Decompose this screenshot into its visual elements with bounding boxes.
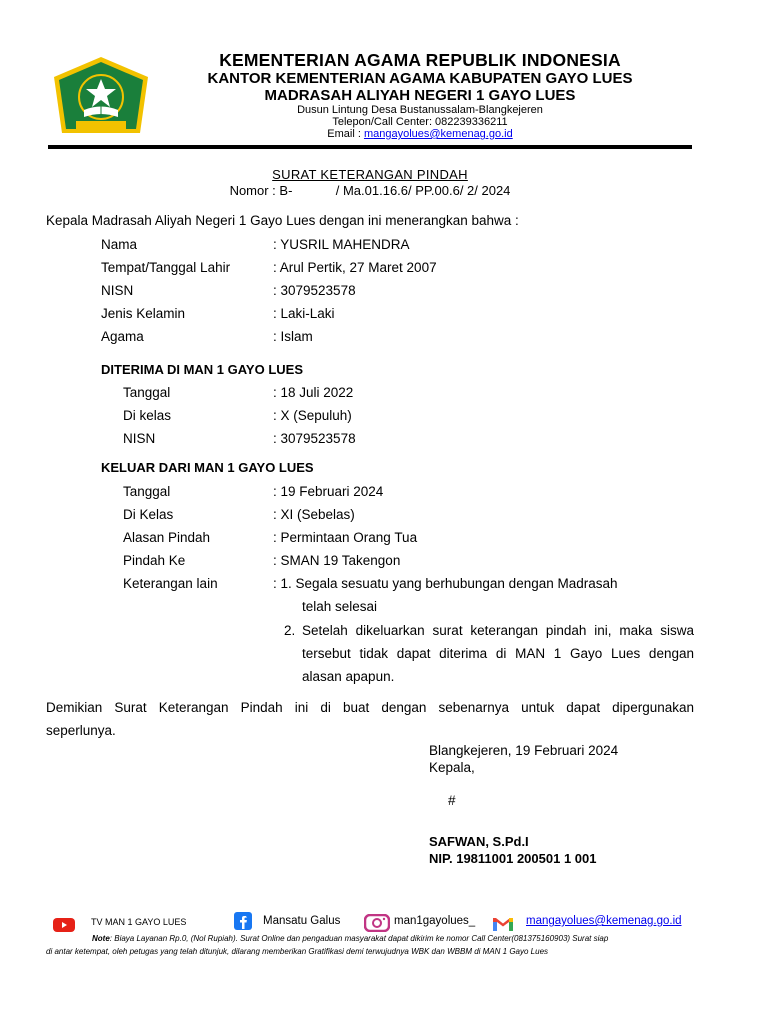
keterangan-2-line2: tersebut tidak dapat diterima di MAN 1 Gayo Lues dengan — [302, 646, 694, 661]
closing-line1: Demikian Surat Keterangan Pindah ini di buat dengan sebenarnya untuk dapat dipergunakan — [46, 700, 694, 715]
label-gender: Jenis Kelamin — [101, 306, 186, 321]
keterangan-1-continued: telah selesai — [302, 599, 378, 614]
school-phone: Telepon/Call Center: 082239336211 — [332, 116, 508, 128]
keterangan-2-number: 2. — [284, 623, 296, 638]
label-diterima-kelas: Di kelas — [123, 408, 172, 423]
value-diterima-kelas: : X (Sepuluh) — [273, 408, 352, 423]
section-diterima-heading: DITERIMA DI MAN 1 GAYO LUES — [101, 362, 304, 377]
email-label: Email : — [327, 128, 364, 140]
value-ttl: : Arul Pertik, 27 Maret 2007 — [273, 260, 437, 275]
signature-place-date: Blangkejeren, 19 Februari 2024 — [429, 743, 619, 758]
gmail-icon — [492, 916, 514, 932]
school-address: Dusun Lintung Desa Bustanussalam-Blangkejeren — [297, 104, 543, 116]
ministry-title: KEMENTERIAN AGAMA REPUBLIK INDONESIA — [219, 50, 621, 70]
school-title: MADRASAH ALIYAH NEGERI 1 GAYO LUES — [264, 87, 576, 104]
signature-position: Kepala, — [429, 760, 475, 775]
signatory-nip: NIP. 19811001 200501 1 001 — [429, 851, 597, 866]
footer-note-line1 — [92, 934, 608, 943]
closing-paragraph — [46, 696, 694, 742]
note-label: Note — [92, 934, 110, 943]
value-religion: : Islam — [273, 329, 313, 344]
intro-text: Kepala Madrasah Aliyah Negeri 1 Gayo Lues dengan ini menerangkan bahwa : — [46, 213, 519, 228]
label-keluar-kelas: Di Kelas — [123, 507, 174, 522]
facebook-account[interactable]: Mansatu Galus — [263, 915, 341, 927]
school-email-line — [150, 128, 690, 140]
label-pindah-ke: Pindah Ke — [123, 553, 186, 568]
label-alasan: Alasan Pindah — [123, 530, 211, 545]
label-nisn: NISN — [101, 283, 134, 298]
footer-email-link[interactable]: mangayolues@kemenag.go.id — [526, 915, 682, 927]
header-divider — [48, 145, 692, 149]
value-nisn: : 3079523578 — [273, 283, 356, 298]
section-keluar-heading: KELUAR DARI MAN 1 GAYO LUES — [101, 460, 314, 475]
label-diterima-tanggal: Tanggal — [123, 385, 171, 400]
instagram-account[interactable]: man1gayolues_ — [394, 915, 476, 927]
closing-line2: seperlunya. — [46, 723, 116, 738]
label-diterima-nisn: NISN — [123, 431, 156, 446]
letter-title: SURAT KETERANGAN PINDAH — [272, 167, 468, 182]
value-diterima-nisn: : 3079523578 — [273, 431, 356, 446]
label-keluar-tanggal: Tanggal — [123, 484, 171, 499]
signatory-name: SAFWAN, S.Pd.I — [429, 834, 529, 849]
value-pindah-ke: : SMAN 19 Takengon — [273, 553, 401, 568]
keterangan-2-line1: Setelah dikeluarkan surat keterangan pindah ini, maka siswa — [302, 623, 694, 638]
value-alasan: : Permintaan Orang Tua — [273, 530, 418, 545]
value-keterangan-1: : 1. Segala sesuatu yang berhubungan dengan Madrasah — [273, 576, 618, 591]
email-link[interactable]: mangayolues@kemenag.go.id — [363, 128, 513, 140]
instagram-icon — [364, 914, 390, 932]
value-keluar-kelas: : XI (Sebelas) — [273, 507, 355, 522]
label-keterangan: Keterangan lain — [123, 576, 218, 591]
label-religion: Agama — [101, 329, 144, 344]
value-diterima-tanggal: : 18 Juli 2022 — [273, 385, 354, 400]
note-text-1: : Biaya Layanan Rp.0, (Nol Rupiah). Surat Online dan pengaduan masyarakat dapat dikirim ke nomor Call Center(081375160903) Surat siap — [109, 934, 609, 943]
signature-mark: # — [448, 793, 456, 808]
facebook-icon — [234, 912, 252, 930]
value-gender: : Laki-Laki — [273, 306, 335, 321]
letter-number: Nomor : B- / Ma.01.16.6/ PP.00.6/ 2/ 2024 — [229, 183, 511, 198]
value-nama: : YUSRIL MAHENDRA — [273, 237, 410, 252]
label-ttl: Tempat/Tanggal Lahir — [101, 260, 231, 275]
youtube-channel[interactable]: TV MAN 1 GAYO LUES — [91, 917, 187, 927]
keterangan-2-line3: alasan apapun. — [302, 669, 395, 684]
value-keluar-tanggal: : 19 Februari 2024 — [273, 484, 384, 499]
office-title: KANTOR KEMENTERIAN AGAMA KABUPATEN GAYO LUES — [207, 70, 633, 87]
youtube-icon — [52, 917, 76, 933]
footer-note-line2: di antar ketempat, oleh petugas yang telah ditunjuk, dilarang memberikan Gratifikasi demi terwujudnya WBK dan WBBM di MAN 1 Gayo Lues — [46, 947, 549, 956]
kemenag-logo — [50, 55, 152, 145]
label-nama: Nama — [101, 237, 138, 252]
